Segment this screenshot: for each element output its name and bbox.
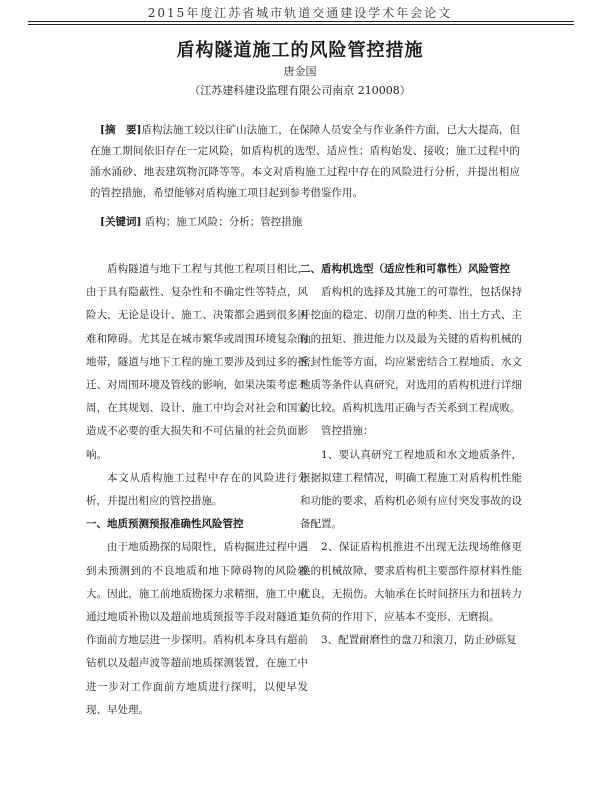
left-column: [86, 258, 308, 722]
section-2-heading: 二、盾构机选型（适应性和可靠性）风险管控: [300, 263, 510, 275]
intro-paragraph-1: 盾构隧道与地下工程与其他工程项目相比，由于具有隐蔽性、复杂性和不确定性等特点，风险大，无论是设计、施工、决策都会遇到很多困难和障碍。尤其是在城市繁华或周围环境复杂的地带，隧道与地下工程的施工要涉及到过多的拆迁、对周围环境及管线的影响，如果决策考虑不周，在其规划、设计、施工中均会对社会和国家造成不必要的重大损失和不可估量的社会负面影响。: [86, 263, 308, 461]
intro-paragraph-2: 本文从盾构施工过程中存在的风险进行分析，并提出相应的管控措施。: [86, 471, 308, 508]
measure-item-3: 3、配置耐磨性的盘刀和滚刀，防止砂砾复: [321, 634, 517, 647]
paper-author: 唐金国: [283, 65, 317, 78]
paper-title: 盾构隧道施工的风险管控措施: [176, 40, 424, 61]
section-2-paragraph: 盾构机的选择及其施工的可靠性，包括保持开挖面的稳定、切削刀盘的种类、出土方式、主轴的扭矩、推进能力以及最为关键的盾构机械的密封性能等方面，均应紧密结合工程地质、水文地质等条件认真研究，对选用的盾构机进行详细的比较。盾构机选用正确与否关系到工程成败。: [300, 286, 522, 415]
header-divider-secondary: [28, 24, 574, 25]
measure-item-2: 2、保证盾构机推进不出现无法现场维修更换的机械故障，要求盾构机主要部件原材料性能优良，无损伤。大轴承在长时间挤压力和扭转力矩负荷的作用下，应基本不变形、无磨损。: [300, 541, 522, 624]
right-column: [300, 258, 522, 652]
measures-label: 管控措施：: [321, 425, 374, 438]
running-header: 2015年度江苏省城市轨道交通建设学术年会论文: [147, 6, 453, 20]
keywords-label: [关键词]: [100, 216, 142, 228]
abstract-label: [摘 要]: [100, 124, 142, 136]
paper-affiliation: （江苏建科建设监理有限公司南京 210008）: [189, 84, 411, 97]
section-1-heading: 一、地质预测预报准确性风险管控: [86, 518, 244, 531]
header-divider: [28, 21, 574, 22]
section-1-paragraph: 由于地质勘探的局限性，盾构掘进过程中遇到未预测到的不良地质和地下障碍物的风险较大。因此，施工前地质勘探力求精细，施工中应通过地质补勘以及超前地质预报等手段对隧道工作面前方地层进一步探明。盾构机本身具有超前钻机以及超声波等超前地质探测装置，在施工中进一步对工作面前方地质进行探明，以便早发现、早处理。: [86, 541, 308, 716]
keywords-text: 盾构；施工风险；分析；管控措施: [144, 216, 303, 228]
measure-item-1: 1、要认真研究工程地质和水文地质条件，根据拟建工程情况，明确工程施工对盾构机性能和功能的要求，盾构机必须有应付突发事故的设备配置。: [300, 448, 522, 531]
keywords: [100, 212, 520, 233]
abstract: [90, 120, 520, 204]
abstract-text: 盾构法施工较以往矿山法施工，在保障人员安全与作业条件方面，已大大提高，但在施工期间依旧存在一定风险，如盾构机的选型、适应性；盾构始发、接收；施工过程中的涌水涌砂、地表建筑物沉降等等。本文对盾构施工过程中存在的风险进行分析，并提出相应的管控措施，希望能够对盾构施工项目起到参考借鉴作用。: [90, 124, 521, 199]
